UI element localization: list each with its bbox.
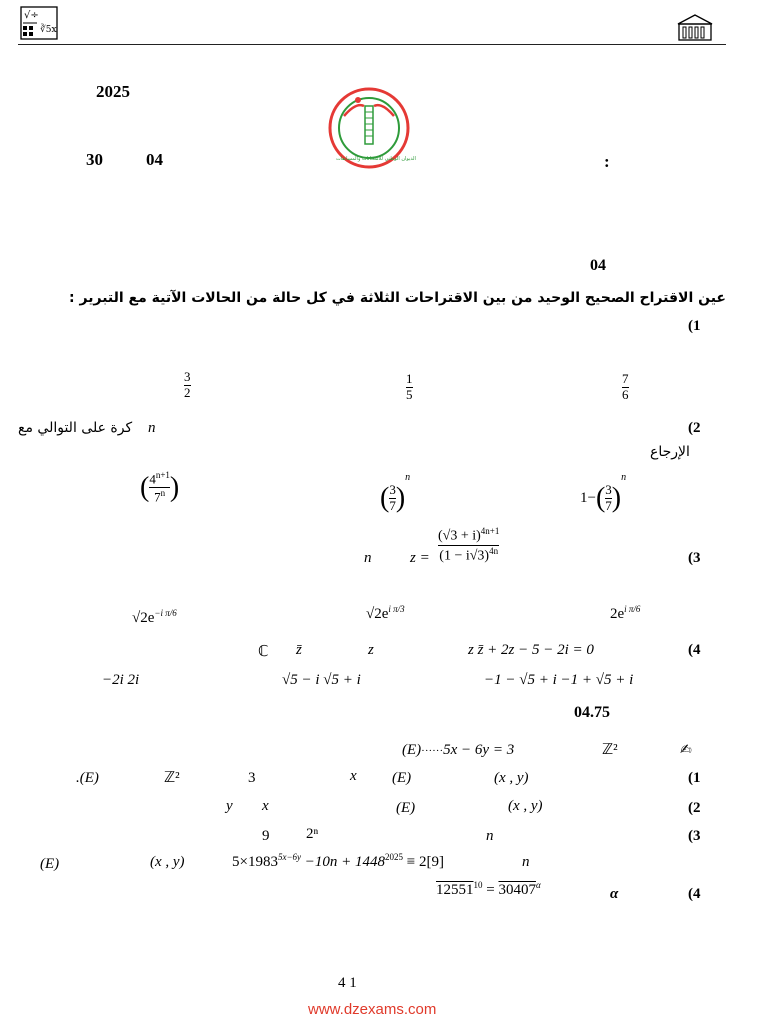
exam-month: 04 bbox=[146, 150, 163, 169]
q1-choice-3: $\frac{7}{6}$ bbox=[622, 371, 629, 402]
ex2-q4-equality: $12551^{10} = 30407^\alpha$ bbox=[436, 880, 541, 898]
ex2-equation: (E)······5x − 6y = 3 bbox=[402, 742, 515, 758]
ex2-q1-b: ℤ² bbox=[164, 770, 180, 786]
ex2-q1-a: .(E) bbox=[76, 770, 99, 786]
q3-number: (3 bbox=[688, 550, 701, 566]
page-number: 4 1 bbox=[338, 975, 357, 991]
q2-text-2: الإرجاع bbox=[650, 444, 690, 460]
ex2-q4-congruence: $5\times 1983^{5x-6y} -10n + 1448^{2025} \equiv 2[9]$ bbox=[232, 852, 444, 870]
ex2-q1-f: (x , y) bbox=[494, 770, 529, 786]
ex2-q4-label-e: (E) bbox=[40, 856, 60, 872]
colon-label: : bbox=[604, 152, 610, 171]
ex2-q3-c: n bbox=[486, 828, 494, 844]
ex1-points: 04 bbox=[590, 257, 606, 274]
q2-number: (2 bbox=[688, 420, 701, 436]
ex2-q1-e: (E) bbox=[392, 770, 412, 786]
ex2-z2: ℤ² bbox=[602, 742, 618, 758]
ex2-points: 04.75 bbox=[574, 704, 610, 721]
q1-choice-2: $\frac{1}{5}$ bbox=[406, 371, 413, 402]
q2-choice-2: ( $\frac{3}{7}$ )$^n$ bbox=[380, 472, 411, 514]
header-divider bbox=[18, 44, 726, 45]
logo-caption: الديوان الوطني للامتحانات والمسابقات bbox=[336, 156, 416, 162]
q4-number: (4 bbox=[688, 642, 701, 658]
q2-n-var: n bbox=[148, 420, 156, 436]
ex2-q1-d: x bbox=[350, 768, 357, 784]
q2-text: كرة على التوالي مع bbox=[18, 420, 133, 436]
ex1-instruction: عين الاقتراح الصحيح الوحيد من بين الاقتراحات الثلاثة في كل حالة من الحالات الآتية مع التبرير : bbox=[69, 290, 726, 306]
svg-text:∛5x: ∛5x bbox=[40, 25, 57, 35]
q4-choice-2: √5 − i √5 + i bbox=[282, 672, 361, 688]
ex2-q3-number: (3 bbox=[688, 828, 701, 844]
ex2-q2-d: (x , y) bbox=[508, 798, 543, 814]
q3-choice-1: $√2e^{-i \pi/6}$ bbox=[132, 608, 177, 626]
ex2-q4-alpha: α bbox=[610, 886, 619, 902]
q1-number: (1 bbox=[688, 318, 701, 334]
q4-equation: z z̄ + 2z − 5 − 2i = 0 bbox=[468, 642, 594, 658]
footer-link[interactable]: www.dzexams.com bbox=[308, 1001, 437, 1018]
pen-icon: ✍ bbox=[680, 742, 692, 758]
library-icon bbox=[676, 14, 714, 42]
ex2-q1-number: (1 bbox=[688, 770, 701, 786]
q4-choice-3: −1 − √5 + i −1 + √5 + i bbox=[484, 672, 634, 688]
q3-choice-3: $2e^{i \pi/6}$ bbox=[610, 604, 641, 622]
ex2-q4-pair: (x , y) bbox=[150, 854, 185, 870]
q4-zbar: z̄ bbox=[296, 642, 302, 658]
ex2-q4-number: (4 bbox=[688, 886, 701, 902]
ex2-q2-number: (2 bbox=[688, 800, 701, 816]
q4-choice-1: −2i 2i bbox=[102, 672, 140, 688]
q3-z-label: z = bbox=[410, 550, 430, 566]
calculator-icon bbox=[20, 6, 58, 40]
exam-year: 2025 bbox=[96, 82, 130, 101]
q3-n-var: n bbox=[364, 550, 372, 566]
ex2-q1-c: 3 bbox=[248, 770, 256, 786]
q3-expression: $\frac{(√3 + i)^{4n+1}}{(1 - i√3)^{4n}}$ bbox=[438, 526, 500, 564]
q4-z: z bbox=[368, 642, 374, 658]
q2-choice-3: 1−( $\frac{3}{7}$ )$^n$ bbox=[580, 472, 627, 514]
q4-set: ℂ bbox=[258, 644, 269, 660]
svg-text:√÷: √÷ bbox=[24, 10, 39, 21]
q3-choice-2: $√2e^{i \pi/3}$ bbox=[366, 604, 405, 622]
ex2-q2-a: y bbox=[226, 798, 233, 814]
q1-choice-1: $\frac{3}{2}$ bbox=[184, 369, 191, 400]
ex2-q4-n: n bbox=[522, 854, 530, 870]
ex2-q3-a: 9 bbox=[262, 828, 270, 844]
ex2-q2-c: (E) bbox=[396, 800, 416, 816]
q2-choice-1: ( $\frac{4^{n+1}}{7^n}$ ) bbox=[140, 470, 180, 505]
ex2-q2-b: x bbox=[262, 798, 269, 814]
ex2-q3-b: 2ⁿ bbox=[306, 826, 319, 842]
exam-day: 30 bbox=[86, 150, 103, 169]
